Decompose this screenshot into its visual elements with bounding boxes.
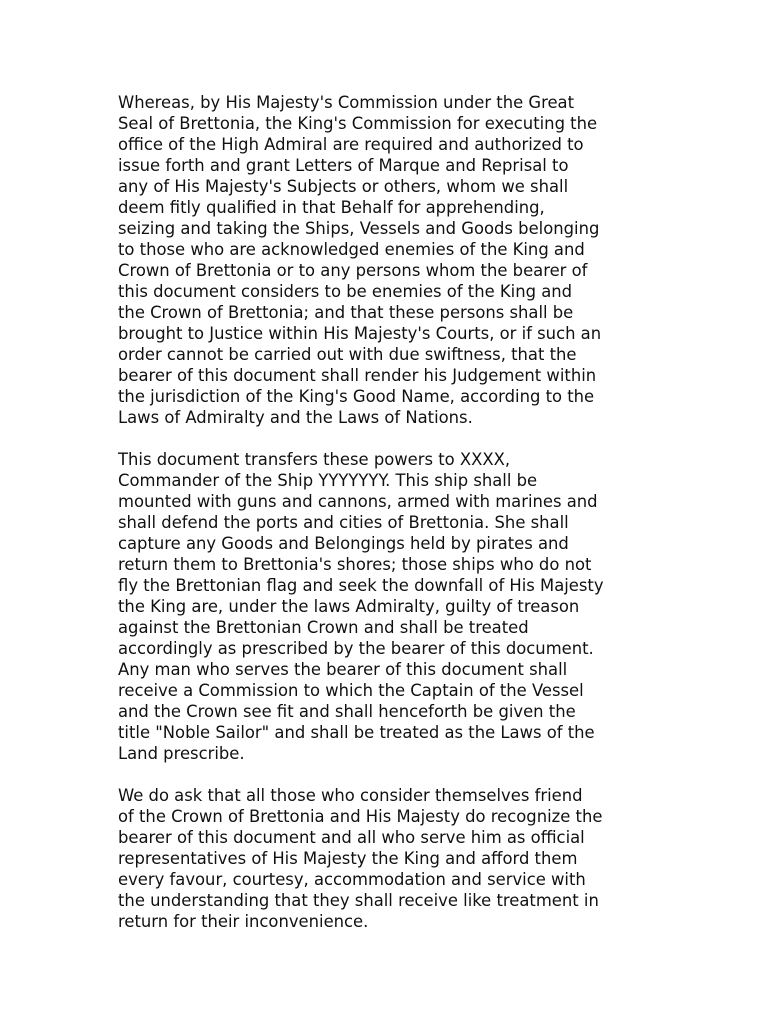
- document-body: [118, 92, 678, 932]
- paragraph-request-for-recognition: We do ask that all those who consider themselves friend of the Crown of Brettonia and His Majesty do recognize the bearer of this document and all who serve him as official representatives of His Majesty the King and afford them every favour, courtesy, accommodation and service with the understanding that they shall receive like treatment in return for their inconvenience.: [118, 786, 603, 931]
- paragraph-transfer-of-powers: This document transfers these powers to XXXX, Commander of the Ship YYYYYYY. This ship shall be mounted with guns and cannons, armed with marines and shall defend the ports and cities of Brettonia. She shall capture any Goods and Belongings held by pirates and return them to Brettonia's shores; those ships who do not fly the Brettonian flag and seek the downfall of His Majesty the King are, under the laws Admiralty, guilty of treason against the Brettonian Crown and shall be treated accordingly as prescribed by the bearer of this document. Any man who serves the bearer of this document shall receive a Commission to which the Captain of the Vessel and the Crown see fit and shall henceforth be given the title "Noble Sailor" and shall be treated as the Laws of the Land prescribe.: [118, 450, 604, 763]
- paragraph-commission: Whereas, by His Majesty's Commission under the Great Seal of Brettonia, the King's Commission for executing the office of the High Admiral are required and authorized to issue forth and grant Letters of Marque and Reprisal to any of His Majesty's Subjects or others, whom we shall deem fitly qualified in that Behalf for apprehending, seizing and taking the Ships, Vessels and Goods belonging to those who are acknowledged enemies of the King and Crown of Brettonia or to any persons whom the bearer of this document considers to be enemies of the King and the Crown of Brettonia; and that these persons shall be brought to Justice within His Majesty's Courts, or if such an order cannot be carried out with due swiftness, that the bearer of this document shall render his Judgement within the jurisdiction of the King's Good Name, according to the Laws of Admiralty and the Laws of Nations.: [118, 93, 602, 427]
